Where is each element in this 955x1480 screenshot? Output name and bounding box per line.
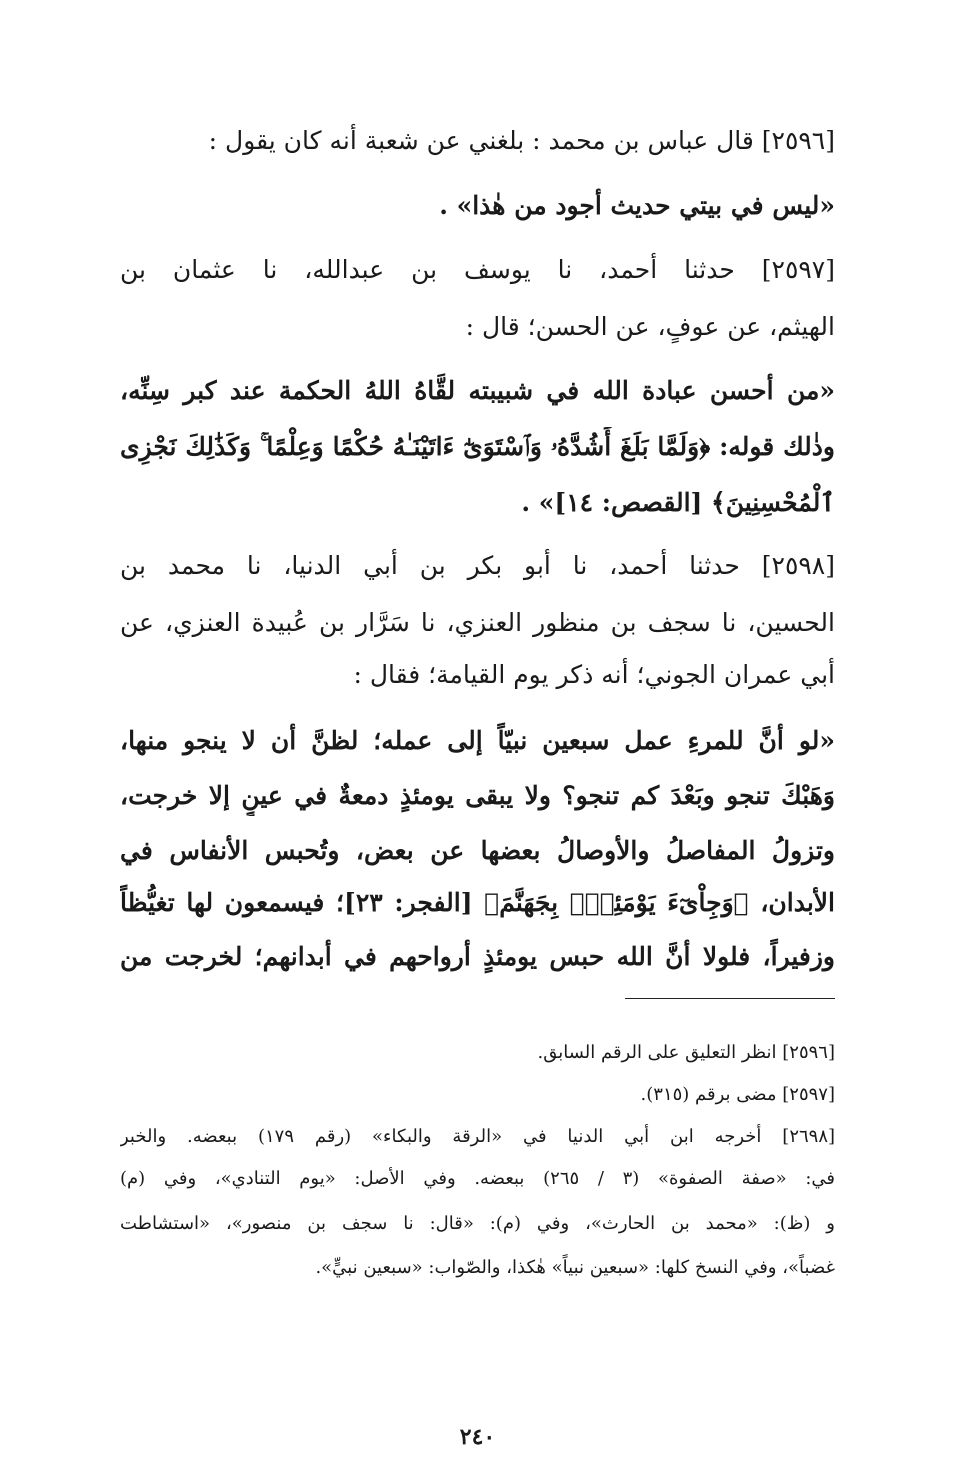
text-line: [٢٥٩٨] حدثنا أحمد، نا أبو بكر بن أبي الدنيا، نا محمد بن xyxy=(120,551,835,580)
text-line: الحسين، نا سجف بن منظور العنزي، نا سَرَّار بن عُبيدة العنزي، عن xyxy=(120,608,835,637)
footnote-line: [٢٥٩٦] انظر التعليق على الرقم السابق. xyxy=(537,1042,835,1063)
quote-line: وتزولُ المفاصلُ والأوصالُ بعضها عن بعض، وتُحبس الأنفاس في xyxy=(120,836,835,865)
footnote-line: في: «صفة الصفوة» (٣ / ٢٦٥) ببعضه. وفي الأصل: «يوم التنادي»، وفي (م) xyxy=(120,1168,835,1189)
quote-line: الأبدان، ﴿وَجِاْىٓءَ يَوْمَئِذٍۭ بِجَهَنَّمَ﴾ [الفجر: ٢٣]؛ فيسمعون لها تغيُّظاً xyxy=(120,888,835,917)
text-line: [٢٥٩٧] حدثنا أحمد، نا يوسف بن عبدالله، نا عثمان بن xyxy=(120,255,835,284)
page-number: ٢٤٠ xyxy=(459,1424,496,1450)
quote-line: وَهَبْكَ تنجو وبَعْدَ كم تنجو؟ ولا يبقى يومئذٍ دمعةٌ في عينٍ إلا خرجت، xyxy=(120,781,835,810)
quote-line: «ليس في بيتي حديث أجود من هٰذا» . xyxy=(439,191,835,220)
quote-line: وذٰلك قوله: ﴿وَلَمَّا بَلَغَ أَشُدَّهُۥ وَٱسْتَوَىٰٓ ءَاتَيْنَـٰهُ حُكْمًا وَعِلْمًا ۚ وَكَذَٰلِكَ نَجْزِى xyxy=(120,432,835,461)
quote-line: ٱلْمُحْسِنِينَ﴾ [القصص: ١٤]» . xyxy=(521,488,835,517)
quote-line: «من أحسن عبادة الله في شبيبته لقَّاهُ اللهُ الحكمة عند كبر سِنِّه، xyxy=(120,376,835,405)
text-line: أبي عمران الجوني؛ أنه ذكر يوم القيامة؛ فقال : xyxy=(353,660,835,689)
quote-line: وزفيراً، فلولا أنَّ الله حبس يومئذٍ أرواحهم في أبدانهم؛ لخرجت من xyxy=(120,942,835,971)
text-line: [٢٥٩٦] قال عباس بن محمد : بلغني عن شعبة أنه كان يقول : xyxy=(208,126,835,155)
footnote-line: [٢٥٩٧] مضى برقم (٣١٥). xyxy=(640,1084,835,1105)
footnote-line: و (ظ): «محمد بن الحارث»، وفي (م): «قال: نا سجف بن منصور»، «استشاطت xyxy=(120,1213,835,1234)
footnote-line: غضباً»، وفي النسخ كلها: «سبعين نبياً» هٰكذا، والصّواب: «سبعين نبيٍّ». xyxy=(315,1257,835,1278)
footnote-divider xyxy=(625,998,835,999)
text-line: الهيثم، عن عوفٍ، عن الحسن؛ قال : xyxy=(465,312,835,341)
footnote-line: [٢٦٩٨] أخرجه ابن أبي الدنيا في «الرقة والبكاء» (رقم ١٧٩) ببعضه. والخبر xyxy=(120,1126,835,1147)
quote-line: «لو أنَّ للمرءِ عمل سبعين نبيّاً إلى عمله؛ لظنَّ أن لا ينجو منها، xyxy=(120,726,835,755)
